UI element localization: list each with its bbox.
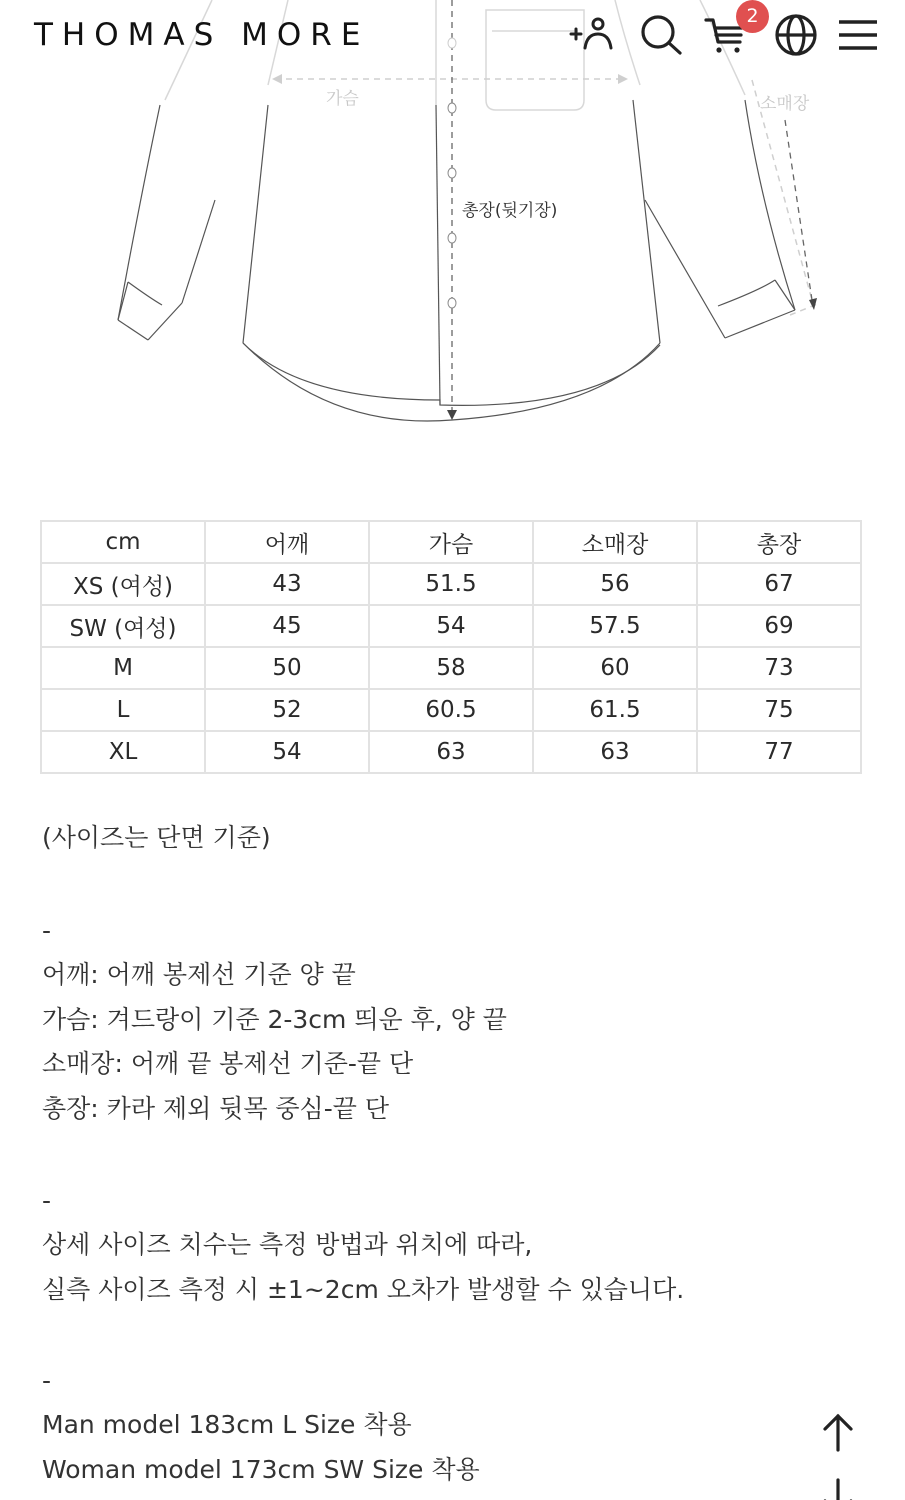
value-cell: 51.5: [369, 563, 533, 605]
length-note: 총장: 카라 제외 뒷목 중심-끝 단: [42, 1094, 389, 1123]
value-cell: 43: [205, 563, 369, 605]
value-cell: 67: [697, 563, 861, 605]
cart-count-badge: 2: [736, 0, 769, 33]
arrow-up-icon: [818, 1410, 858, 1456]
header-cell: cm: [41, 521, 205, 563]
table-header-row: [41, 521, 861, 563]
globe-icon: [773, 12, 819, 58]
chest-label: 가슴: [326, 89, 359, 109]
add-user-button[interactable]: [568, 12, 614, 58]
value-cell: 63: [369, 731, 533, 773]
value-cell: 45: [205, 605, 369, 647]
value-cell: 57.5: [533, 605, 697, 647]
value-cell: 58: [369, 647, 533, 689]
shoulder-note: 어깨: 어깨 봉제선 기준 양 끝: [42, 960, 356, 989]
header-cell: 총장: [697, 521, 861, 563]
value-cell: 54: [369, 605, 533, 647]
scroll-bottom-button[interactable]: [818, 1478, 858, 1500]
value-cell: 63: [533, 731, 697, 773]
chest-note: 가슴: 겨드랑이 기준 2-3cm 띄운 후, 양 끝: [42, 1005, 507, 1034]
size-cell: M: [41, 647, 205, 689]
value-cell: 77: [697, 731, 861, 773]
tolerance-note-line2: 실측 사이즈 측정 시 ±1~2cm 오차가 발생할 수 있습니다.: [42, 1275, 685, 1304]
divider-dash: -: [42, 1186, 52, 1215]
search-button[interactable]: [638, 12, 684, 58]
value-cell: 73: [697, 647, 861, 689]
woman-model-note: Woman model 173cm SW Size 착용: [42, 1455, 480, 1484]
table-row: [41, 605, 861, 647]
value-cell: 69: [697, 605, 861, 647]
value-cell: 60: [533, 647, 697, 689]
size-cell: SW (여성): [41, 605, 205, 647]
sleeve-label: 소매장: [760, 94, 810, 114]
man-model-note: Man model 183cm L Size 착용: [42, 1410, 412, 1439]
size-cell: XS (여성): [41, 563, 205, 605]
divider-dash: -: [42, 1366, 52, 1395]
menu-button[interactable]: [836, 12, 882, 58]
site-header: [0, 0, 905, 72]
value-cell: 54: [205, 731, 369, 773]
add-user-icon: [568, 12, 614, 58]
header-cell: 어깨: [205, 521, 369, 563]
language-button[interactable]: [773, 12, 819, 58]
header-cell: 가슴: [369, 521, 533, 563]
value-cell: 52: [205, 689, 369, 731]
arrow-down-icon: [818, 1478, 858, 1500]
table-row: [41, 689, 861, 731]
scroll-top-button[interactable]: [818, 1410, 858, 1456]
value-cell: 61.5: [533, 689, 697, 731]
value-cell: 56: [533, 563, 697, 605]
length-label: 총장(뒷기장): [462, 201, 558, 221]
table-row: [41, 647, 861, 689]
value-cell: 75: [697, 689, 861, 731]
table-row: [41, 731, 861, 773]
size-cell: XL: [41, 731, 205, 773]
divider-dash: -: [42, 916, 52, 945]
size-cell: L: [41, 689, 205, 731]
value-cell: 50: [205, 647, 369, 689]
measurement-basis-note: (사이즈는 단면 기준): [42, 823, 271, 852]
value-cell: 60.5: [369, 689, 533, 731]
menu-icon: [836, 12, 882, 58]
header-cell: 소매장: [533, 521, 697, 563]
table-row: [41, 563, 861, 605]
size-table: [40, 520, 862, 774]
sleeve-note: 소매장: 어깨 끝 봉제선 기준-끝 단: [42, 1049, 414, 1078]
search-icon: [638, 12, 684, 58]
brand-logo[interactable]: THOMAS MORE: [34, 17, 370, 53]
tolerance-note-line1: 상세 사이즈 치수는 측정 방법과 위치에 따라,: [42, 1230, 533, 1259]
